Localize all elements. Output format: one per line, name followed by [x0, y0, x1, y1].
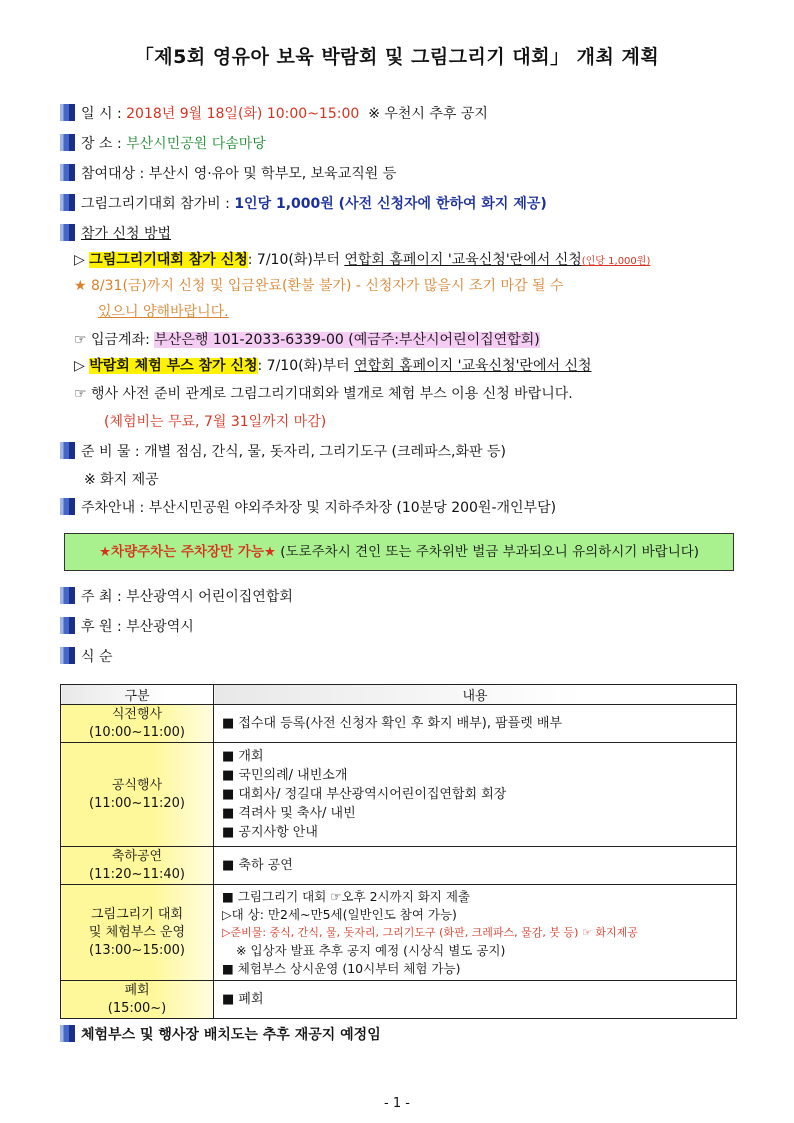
date-row: [60, 104, 488, 124]
row-time: (11:20~11:40): [89, 866, 185, 882]
place-value: 부산시민공원 다솜마당: [126, 136, 266, 152]
fee-label: 그림그리기대회 참가비 :: [81, 196, 230, 212]
triangle-icon: ▷: [74, 252, 85, 268]
list-item: ■ 폐회: [222, 992, 264, 1007]
apply-label: 참가 신청 방법: [81, 226, 172, 242]
apply-line-2b: 있으니 양해바랍니다.: [98, 304, 229, 320]
square-bullet-icon: [60, 442, 75, 459]
prep-row: [60, 442, 506, 462]
date-value: 2018년 9월 18일(화) 10:00~15:00: [126, 106, 360, 122]
drawing-apply-link: 연합회 홈페이지 '교육신청'란에서 신청: [344, 252, 582, 268]
program-row: [60, 647, 113, 667]
fee-row: [60, 194, 547, 214]
date-note: ※ 우천시 추후 공지: [368, 106, 488, 122]
apply-row: [60, 224, 171, 244]
square-bullet-icon: [60, 617, 75, 634]
table-row: [61, 743, 737, 847]
host-value: 부산광역시 어린이집연합회: [126, 589, 293, 605]
apply-line-6: (체험비는 무료, 7월 31일까지 마감): [104, 414, 327, 430]
sponsor-value: 부산광역시: [126, 619, 194, 635]
drawing-apply-fee: (인당 1,000원): [581, 256, 651, 267]
host-row: [60, 587, 293, 607]
drawing-apply-text: : 7/10(화)부터: [247, 252, 345, 268]
bottom-note-row: [60, 1025, 381, 1045]
row-name: 및 체험부스 운영: [88, 924, 186, 940]
sponsor-label: 후 원 :: [81, 619, 122, 635]
parking-value: 부산시민공원 야외주차장 및 지하주차장 (10분당 200원-개인부담): [148, 500, 557, 516]
table-header: 내용: [214, 685, 737, 705]
square-bullet-icon: [60, 647, 75, 664]
row-time: (15:00~): [107, 1000, 167, 1016]
row-time: (11:00~11:20): [89, 795, 185, 811]
row-label: [61, 981, 214, 1019]
row-name: 공식행사: [111, 777, 163, 793]
page-title: 「제5회 영유아 보육 박람회 및 그림그리기 대회」 개최 계획: [134, 46, 660, 68]
list-item: ■ 개회: [222, 749, 264, 764]
square-bullet-icon: [60, 1025, 75, 1042]
list-item: ■ 격려사 및 축사/ 내빈: [222, 806, 356, 821]
square-bullet-icon: [60, 194, 75, 211]
fee-value: 1인당 1,000원 (사전 신청자에 한하여 화지 제공): [234, 196, 547, 212]
row-content: [214, 885, 737, 981]
square-bullet-icon: [60, 587, 75, 604]
account-label: ☞ 입금계좌:: [74, 332, 150, 348]
row-label: [61, 705, 214, 743]
program-table: [60, 684, 737, 1019]
date-label: 일 시 :: [81, 106, 122, 122]
row-content: [214, 743, 737, 847]
apply-line-3: [74, 330, 540, 350]
row-content: [214, 981, 737, 1019]
booth-apply-highlight: 박람회 체험 부스 참가 신청: [89, 358, 258, 374]
prep-value: 개별 점심, 간식, 물, 돗자리, 그리기도구 (크레파스,화판 등): [144, 444, 506, 460]
prep-label: 준 비 물 :: [81, 444, 140, 460]
apply-line-1: [74, 250, 650, 272]
apply-line-5: ☞ 행사 사전 준비 관계로 그림그리기대회와 별개로 체험 부스 이용 신청 바랍니다.: [74, 386, 573, 402]
square-bullet-icon: [60, 164, 75, 181]
apply-line-4: [74, 356, 592, 376]
parking-notice-text: (도로주차시 견인 또는 주차위반 벌금 부과되오니 유의하시기 바랍니다): [276, 544, 700, 560]
list-item: ■ 체험부스 상시운영 (10시부터 체험 가능): [222, 960, 461, 976]
sponsor-row: [60, 617, 194, 637]
row-time: (13:00~15:00): [89, 942, 185, 958]
square-bullet-icon: [60, 104, 75, 121]
target-row: [60, 164, 396, 184]
list-item: ■ 접수대 등록(사전 신청자 확인 후 화지 배부), 팜플렛 배부: [222, 716, 563, 731]
list-item: ■ 국민의례/ 내빈소개: [222, 768, 348, 783]
table-header: 구분: [61, 685, 214, 705]
target-value: 부산시 영·유아 및 학부모, 보육교직원 등: [148, 166, 397, 182]
bottom-note: 체험부스 및 행사장 배치도는 추후 재공지 예정임: [81, 1027, 381, 1043]
booth-apply-link: 연합회 홈페이지 '교육신청'란에서 신청: [354, 358, 592, 374]
prep-note: ※ 화지 제공: [84, 472, 159, 488]
page-number: - 1 -: [384, 1096, 410, 1111]
place-row: [60, 134, 266, 154]
table-row: [61, 847, 737, 885]
table-row: [61, 705, 737, 743]
list-item: ■ 대회사/ 정길대 부산광역시어린이집연합회 회장: [222, 787, 507, 802]
place-label: 장 소 :: [81, 136, 122, 152]
table-row: [61, 981, 737, 1019]
parking-row: [60, 498, 556, 518]
target-label: 참여대상 :: [81, 166, 145, 182]
row-label: [61, 847, 214, 885]
list-item: ▷준비물: 중식, 간식, 물, 돗자리, 그리기도구 (화판, 크레파스, 물감, 붓 등) ☞ 화지제공: [222, 925, 638, 939]
host-label: 주 최 :: [81, 589, 122, 605]
parking-notice-red: ★차량주차는 주차장만 가능★: [98, 544, 276, 560]
row-content: [214, 705, 737, 743]
square-bullet-icon: [60, 224, 75, 241]
row-label: [61, 743, 214, 847]
list-item: ▷대 상: 만2세~만5세(일반인도 참여 가능): [222, 906, 457, 922]
parking-label: 주차안내 :: [81, 500, 145, 516]
list-item: ■ 그림그리기 대회 ☞오후 2시까지 화지 제출: [222, 888, 471, 904]
row-time: (10:00~11:00): [89, 724, 185, 740]
row-name: 축하공연: [111, 848, 163, 864]
table-row: [61, 885, 737, 981]
row-name: 그림그리기 대회: [90, 906, 184, 922]
apply-line-2: ★ 8/31(금)까지 신청 및 입금완료(환불 불가) - 신청자가 많을시 조기 마감 될 수: [74, 278, 564, 294]
list-item: ※ 입상자 발표 추후 공지 예정 (시상식 별도 공지): [236, 942, 506, 958]
table-header-row: [61, 685, 737, 705]
booth-apply-text: : 7/10(화)부터: [257, 358, 355, 374]
square-bullet-icon: [60, 498, 75, 515]
row-name: 식전행사: [111, 706, 163, 722]
drawing-apply-highlight: 그림그리기대회 참가 신청: [89, 252, 248, 268]
list-item: ■ 축하 공연: [222, 858, 293, 873]
account-value: 부산은행 101-2033-6339-00 (예금주:부산시어린이집연합회): [154, 332, 540, 348]
row-name: 폐회: [124, 982, 150, 998]
triangle-icon: ▷: [74, 358, 85, 374]
row-label: [61, 885, 214, 981]
parking-notice: [64, 533, 734, 571]
list-item: ■ 공지사항 안내: [222, 825, 318, 840]
program-label: 식 순: [81, 649, 113, 665]
row-content: [214, 847, 737, 885]
square-bullet-icon: [60, 134, 75, 151]
